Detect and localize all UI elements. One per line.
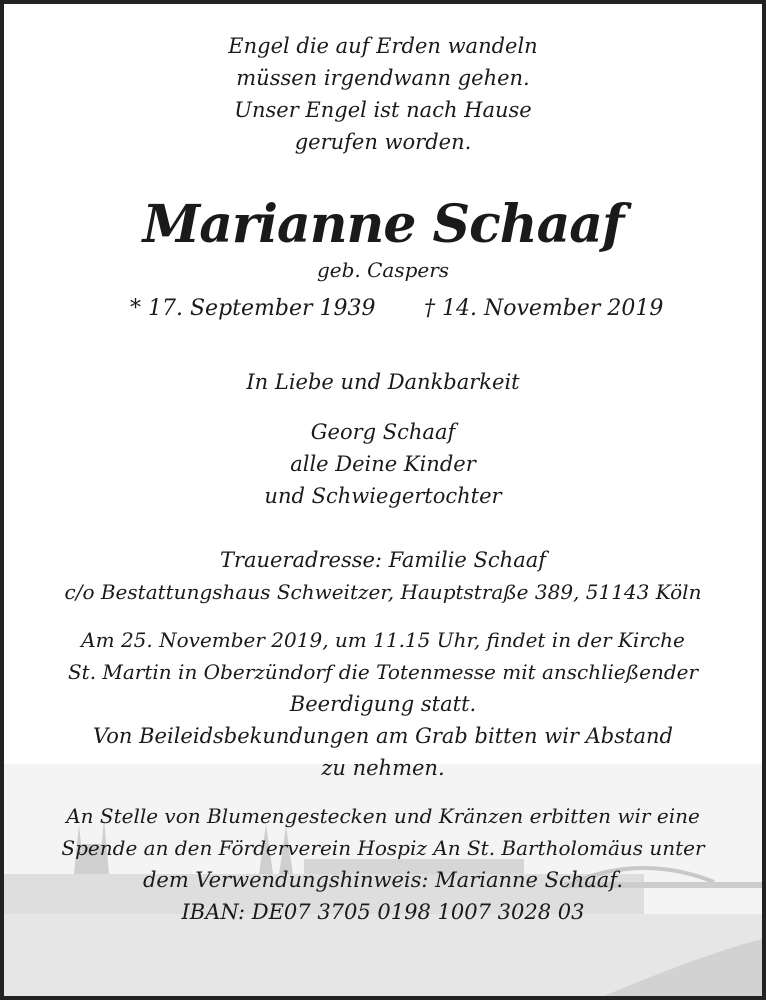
mourner-line: Georg Schaaf [310,420,456,444]
maiden-name: geb. Caspers [316,258,450,282]
donation-line: An Stelle von Blumengestecken und Kränzen erbitten wir eine [66,804,700,828]
address-line: c/o Bestattungshaus Schweitzer, Hauptstraße 389, 51143 Köln [64,580,702,604]
iban: IBAN: DE07 3705 0198 1007 3028 03 [181,900,585,924]
verse-line: müssen irgendwann gehen. [236,66,530,90]
dedication: In Liebe und Dankbarkeit [246,370,520,394]
service-line: Von Beileidsbekundungen am Grab bitten wir Abstand [93,724,673,748]
verse-line: Unser Engel ist nach Hause [234,98,532,122]
service-line: St. Martin in Oberzündorf die Totenmesse mit anschließender [67,660,699,684]
service-line: Am 25. November 2019, um 11.15 Uhr, findet in der Kirche [81,628,685,652]
birth-date: * 17. September 1939 [130,296,376,321]
deceased-name: Marianne Schaaf [142,194,624,255]
donation-line: dem Verwendungshinweis: Marianne Schaaf. [142,868,624,892]
mourner-line: alle Deine Kinder [290,452,476,476]
service-line: Beerdigung statt. [289,692,477,716]
donation-line: Spende an den Förderverein Hospiz An St. Bartholomäus unter [61,836,705,860]
verse-line: gerufen worden. [294,130,472,154]
verse-line: Engel die auf Erden wandeln [228,34,538,58]
mourner-line: und Schwiegertochter [264,484,502,508]
address-line: Traueradresse: Familie Schaaf [219,548,547,572]
death-date: † 14. November 2019 [424,296,664,321]
service-line: zu nehmen. [321,756,445,780]
